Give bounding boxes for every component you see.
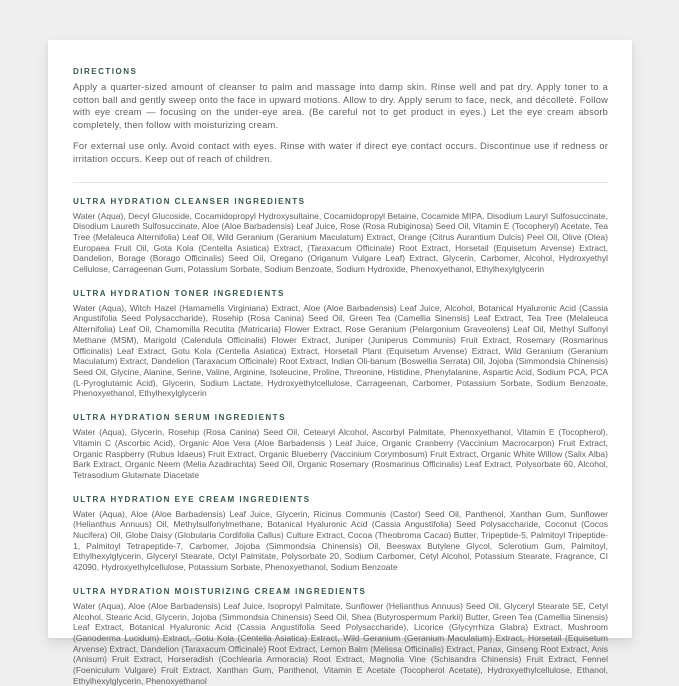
cleanser-ingredients-list: Water (Aqua), Decyl Glucoside, Cocamidopropyl Hydroxysultaine, Cocamidopropyl Betaine, Cocamide MIPA, Disodium Lauryl Sulfosuccinate, Disodium Laureth Sulfosuccinate, Aloe (Aloe Barbadensis) Leaf Juice, Rose (Rosa Rubiginosa) Seed Oil, Vitamin E (Tocopheryl) Acetate, Tea Tree (Melaleuca Alternifolia) Leaf Oil, Wild Geranium (Geranium Maculatum) Extract, Orange (Citrus Aurantium Dulcis) Peel Oil, Olive (Olea) Europaea Fruit Oil, Gota Kola (Centella Asiatica) Extract, (Taraxacum Officinale) Root Extract, Horsetail (Equisetum Arvense) Extract, Dandelion, Borage (Borago Officinalis) Seed Oil, Oregano (Origanum Vulgare Leaf) Extract, Glycerin, Carbomer, Alcohol, Hydroxyethyl Cellulose, Carrageenan Gum, Potassium Sorbate, Sodium Benzoate, Sodium Hydroxide, Phenoxyethanol, Ethylhexylglycerin	[73, 210, 608, 275]
toner-ingredients-list: Water (Aqua), Witch Hazel (Hamamelis Virginiana) Extract, Aloe (Aloe Barbadensis) Leaf Juice, Alcohol, Botanical Hyaluronic Acid (Cassia Angustifolia Seed Polysaccharide), Rosehip (Rosa Canina) Seed Oil, Green Tea (Camellia Sinensis) Leaf Extract, Tea Tree (Melaleuca Alternifolia) Leaf Oil, Chamomilla Recutita (Matricaria) Flower Extract, Rose Geranium (Pelargonium Graveolens) Leaf Oil, Methyl Sulfonyl Methane (MSM), Marigold (Calendula Officinalis) Flower Extract, Juniper (Juniperus Communis) Fruit Extract, Rosemary (Rosmarinus Officinalis) Leaf Extract, Gotu Kola (Centella Asiatica) Extract, Horsetail Plant (Equisetum Arvense) Extract, Wild Geranium (Geranium Maculatum) Extract, Dandelion (Taraxacum Officinale) Root Extract, Indian Oli-banum (Boswellia Serrata) Oil, Jojoba (Simmondsia Chinensis) Seed Oil, Glycine, Alanine, Serine, Valine, Arginine, Isoleucine, Proline, Threonine, Histidine, Phenylalanine, Aspartic Acid, Sodium PCA, PCA (L-Pyroglutamic Acid), Glycerin, Sodium Lactate, Hydroxyethylcellulose, Carrageenan, Carbomer, Potassium Sorbate, Sodium Benzoate, Phenoxyethanol, Ethylhexylglycerin	[73, 302, 608, 399]
directions-warning-paragraph: For external use only. Avoid contact with eyes. Rinse with water if direct eye contact occurs. Discontinue use if redness or irritation occurs. Keep out of reach of children.	[73, 141, 608, 164]
serum-ingredients-heading: ULTRA HYDRATION SERUM INGREDIENTS	[73, 413, 286, 423]
moisturizing-cream-ingredients-list: Water (Aqua), Aloe (Aloe Barbadensis) Leaf Juice, Isopropyl Palmitate, Sunflower (Helianthus Annuus) Seed Oil, Glyceryl Stearate SE, Cetyl Alcohol, Stearic Acid, Glycerin, Jojoba (Simmondsia Chinensis) Seed Oil, Shea (Butyrospermum Parkii) Butter, Green Tea (Camellia Sinensis) Leaf Extract, Botanical Hyaluronic Acid (Cassia Angustifolia Seed Polysaccharide), Licorice (Glycyrrhiza Glabra) Extract, Mushroom (Ganoderma Lucidum) Extract, Gotu Kola (Centella Asiatica) Extract, Wild Geranium (Geranium Maculatum) Extract, Horsetail (Equisetum Arvense) Extract, Dandelion (Taraxacum Officinale) Root Extract, Lemon Balm (Melissa Officinalis) Extract, Panax, Ginseng Root Extract, Anis (Anisum) Fruit Extract, Horseradish (Cochlearia Armoracia) Root Extract, Magnolia Vine (Schisandra Chinensis) Fruit Extract, Fennel (Foeniculum Vulgare) Fruit Extract, Xanthan Gum, Panthenol, Vitamin E Acetate (Tocopherol Acetate), Hydroxyethylcellulose, Ethanol, Ethylhexylglycerin, Phenoxyethanol	[73, 600, 608, 686]
moisturizing-cream-ingredients-heading: ULTRA HYDRATION MOISTURIZING CREAM INGREDIENTS	[73, 586, 367, 596]
cleanser-ingredients-heading: ULTRA HYDRATION CLEANSER INGREDIENTS	[73, 196, 306, 206]
eye-cream-ingredients-section	[73, 495, 608, 573]
eye-cream-ingredients-heading: ULTRA HYDRATION EYE CREAM INGREDIENTS	[73, 494, 311, 504]
serum-ingredients-section	[73, 413, 608, 481]
section-divider	[73, 182, 608, 183]
toner-ingredients-heading: ULTRA HYDRATION TONER INGREDIENTS	[73, 288, 285, 298]
cleanser-ingredients-section	[73, 197, 608, 275]
moisturizing-cream-ingredients-section	[73, 587, 608, 686]
directions-usage-paragraph: Apply a quarter-sized amount of cleanser to palm and massage into damp skin. Rinse well and pat dry. Apply toner to a cotton ball and gently sweep onto the face in upward motions. Allow to dry. Apply serum to face, neck, and décolleté. Follow with eye cream — focusing on the under-eye area. (Be careful not to get product in eyes.) Let the eye cream absorb completely, then follow with moisturizing cream.	[73, 82, 608, 130]
toner-ingredients-section	[73, 289, 608, 399]
eye-cream-ingredients-list: Water (Aqua), Aloe (Aloe Barbadensis) Leaf Juice, Glycerin, Ricinus Communis (Castor) Seed Oil, Panthenol, Xanthan Gum, Sunflower (Helianthus Annuus) Oil, Methylsulfonylmethane, Botanical Hyaluronic Acid (Cassia Angustifolia) Seed Polysaccharide, Coconut (Cocos Nucifera) Oil, Globe Daisy (Globularia Cordifolia Callus) Culture Extract, Cocoa (Theobroma Cacao) Butter, Tripeptide-5, Palmitoyl Tripeptide-1, Palmitoyl Tetrapeptide-7, Carbomer, Jojoba (Simmondsia Chinensis) Oil, Beeswax Butylene Glycol, Sclerotium Gum, Palmitoyl, Ethylhexylglycerin, Glyceryl Stearate, Octyl Palmitate, Polysorbate 20, Sodium Carbomer, Cetyl Alcohol, Potassium Stearate, Fragrance, CI 42090, Hydroxyethylcellulose, Potassium Sorbate, Phenoxyethanol, Sodium Benzoate	[73, 508, 608, 573]
serum-ingredients-list: Water (Aqua), Glycerin, Rosehip (Rosa Canina) Seed Oil, Cetearyl Alcohol, Ascorbyl Palmitate, Phenoxyethanol, Vitamin E (Tocopherol), Vitamin C (Ascorbic Acid), Organic Aloe Vera (Aloe Barbadensis ) Leaf Juice, Organic Cranberry (Vaccinium Macrocarpon) Fruit Extract, Organic Raspberry (Rubus Idaeus) Fruit Extract, Organic Blueberry (Vaccinium Corymbosum) Fruit Extract, Organic White Willow (Salix Alba) Bark Extract, Organic Neem (Melia Azadirachta) Seed Oil, Organic Rosemary (Rosmarinus Officinalis) Leaf Extract, Polysorbate 60, Alcohol, Tetrasodium Glutamate Diacetate	[73, 427, 608, 480]
product-info-card	[48, 40, 632, 686]
directions-section	[73, 67, 608, 166]
directions-heading: DIRECTIONS	[73, 67, 138, 76]
